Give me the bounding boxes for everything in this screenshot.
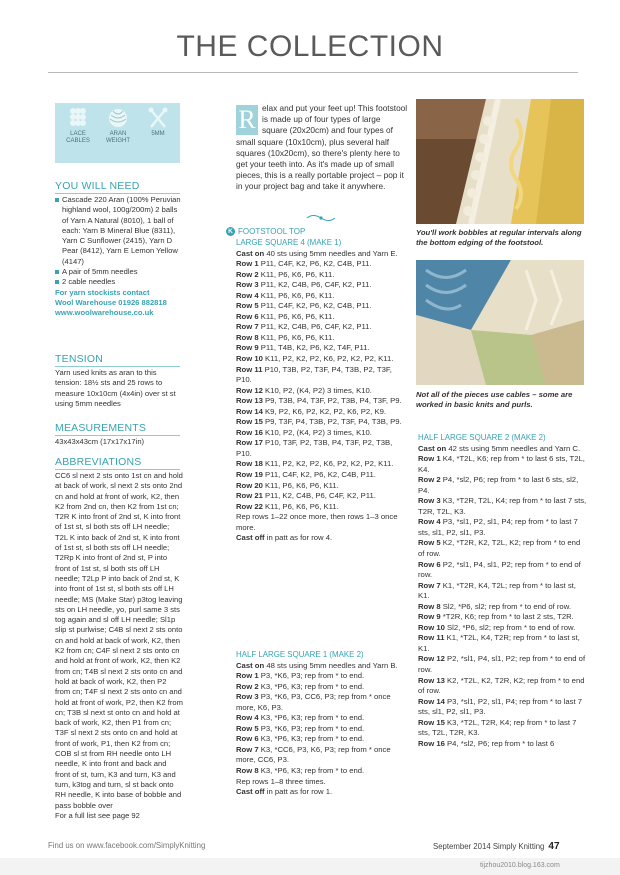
cast-on-text: 48 sts using 5mm needles and Yarn B.	[264, 660, 398, 670]
row-label: Row 5	[236, 301, 259, 311]
pattern-row	[418, 560, 588, 581]
swatch-label: LACE CABLES	[66, 131, 90, 144]
row-text: P11, C4F, K2, P6, K2, C4B, P11.	[258, 301, 372, 311]
row-text: K11, P6, K6, P6, K11.	[262, 480, 339, 490]
row-label: Row 15	[236, 417, 263, 427]
pattern-row	[418, 633, 588, 654]
row-label: Row 1	[236, 259, 259, 269]
row-label: Row 15	[418, 717, 445, 727]
pattern-row	[236, 745, 406, 766]
pattern-row	[236, 713, 406, 724]
materials-list	[55, 195, 183, 319]
row-text: Sl2, *P6, sl2; rep from * to end of row.	[440, 601, 571, 611]
cable-squares-photo	[416, 260, 584, 385]
title-divider	[48, 72, 578, 73]
swatch-needles	[138, 107, 178, 138]
pattern-row	[418, 538, 588, 559]
cast-on-text: 40 sts using 5mm needles and Yarn E.	[264, 248, 398, 258]
pattern-row	[418, 602, 588, 613]
half-large-square-1-section	[236, 650, 406, 798]
bobble-edging-photo	[416, 99, 584, 224]
cast-on-label: Cast on	[418, 443, 447, 453]
row-label: Row 2	[418, 475, 441, 485]
row-label: Row 8	[236, 766, 259, 776]
row-text: K3, *T2L, T2R, K4; rep from * to last 7 sts, T2L, T2R, K3.	[418, 717, 577, 738]
row-label: Row 22	[236, 501, 263, 511]
row-text: P11, C4F, K2, P6, K2, C4B, P11.	[258, 259, 372, 269]
pattern-row	[236, 491, 406, 502]
row-text: P3, *K6, P3; rep from * to end.	[258, 671, 365, 681]
footstool-heading-label: FOOTSTOOL TOP	[238, 227, 306, 236]
row-text: K11, P6, K6, P6, K11.	[258, 290, 335, 300]
abbreviations-text: CC6 sl next 2 sts onto 1st cn and hold at back of work, sl next 2 sts onto 2nd cn and hold at front of work, K2, then K2 from 2nd cn, then K2 from 1st cn; T2R K into front of 2nd st, K into front of 1st st, sl both sts off LH needle; T2L K into back of 2nd st, K into front of 1st st, sl both sts off LH needle; T2Rp K into front of 2nd st, P into front of 1st st, sl both sts off LH needle; T2Lp P into back of 2nd st, K into front of 1st st, sl both sts off LH needle; MS (Make Star) p3tog leaving sts on LH needle, yo, purl same 3 sts tog again and sl off LH needle; Sl1p slip st purlwise; C4B sl next 2 sts onto cn and hold at back of work, K2, then K2 from cn; C4F sl next 2 sts onto cn and hold at front of work, K2, then K2 from cn; T4B sl next 2 sts onto cn and hold at back of work, K2, then P2 from cn; T4F sl next 2 sts onto cn and hold at front of work, P2, then K2 from cn; T3B sl next st onto cn and hold at back of work, K2, then P1 from cn; T3F sl next 2 sts onto cn and hold at front of work, P1, then K2 from cn; COB sl st from RH needle onto LH needle, K into front and back and front of st, turn, K3 and turn, K3 and turn, k3tog and turn, sl st back onto RH needle, K into base of bobble and pass bobble over	[55, 471, 183, 810]
facebook-link[interactable]: Find us on www.facebook.com/SimplyKnitting	[48, 841, 206, 850]
row-text: K2, *T2L, K2, T2R, K2; rep from * to end of row.	[418, 675, 585, 696]
ornament-icon	[305, 210, 337, 220]
row-label: Row 4	[236, 290, 259, 300]
pattern-row	[236, 470, 406, 481]
pattern-row	[418, 676, 588, 697]
row-label: Row 1	[236, 671, 259, 681]
row-text: K2, *T2R, K2, T2L, K2; rep from * to end of row.	[418, 538, 581, 559]
row-text: P3, *sl1, P2, sl1, P4; rep from * to last 7 sts, sl1, P2, sl1, P3.	[418, 696, 583, 717]
row-text: K4, *T2L, K6; rep from * to last 6 sts, T2L, K4.	[418, 454, 585, 474]
swatch-label: 5MM	[151, 131, 165, 137]
pattern-row	[236, 692, 406, 713]
row-text: P10, T3F, P2, T3B, P4, T3F, P2, T3B, P10.	[236, 438, 393, 458]
abbreviations-block	[55, 471, 183, 821]
cast-on-line	[236, 249, 406, 260]
row-text: P11, K2, C4B, P6, C4F, K2, P11.	[258, 280, 372, 290]
pattern-row	[236, 396, 406, 407]
cast-on-label: Cast on	[236, 660, 265, 670]
row-label: Row 5	[418, 538, 441, 548]
needles-icon	[148, 107, 168, 129]
row-label: Row 7	[236, 744, 259, 754]
row-label: Row 9	[418, 612, 441, 622]
cast-on-label: Cast on	[236, 248, 265, 258]
pattern-row	[418, 581, 588, 602]
repeat-instruction: Rep rows 1–22 once more, then rows 1–3 once more.	[236, 512, 398, 532]
you-will-need-heading: YOU WILL NEED	[55, 180, 140, 192]
cast-off-label: Cast off	[236, 533, 265, 543]
row-label: Row 3	[236, 280, 259, 290]
row-text: P3, *sl1, P2, sl1, P4; rep from * to last 7 sts, sl1, P2, sl1, P3.	[418, 517, 578, 537]
repeat-instruction: Rep rows 1–8 three times.	[236, 776, 326, 786]
row-text: K3, *P6, K3; rep from * to end.	[258, 681, 365, 691]
row-text: *T2R, K6; rep from * to last 2 sts, T2R.	[440, 612, 574, 622]
row-label: Row 11	[418, 633, 445, 643]
row-list	[418, 454, 588, 749]
row-label: Row 11	[236, 364, 263, 374]
pattern-row	[236, 459, 406, 470]
abbreviations-see-also: For a full list see page 92	[55, 810, 140, 820]
pattern-row	[236, 682, 406, 693]
row-text: K9, P2, K6, P2, K2, P2, K6, P2, K9.	[262, 406, 386, 416]
swatch-aran-weight	[98, 107, 138, 145]
row-label: Row 13	[418, 675, 445, 685]
row-text: P9, T3B, P4, T3F, P2, T3B, P4, T3F, P9.	[262, 396, 402, 406]
issue-name: September 2014 Simply Knitting	[433, 842, 545, 851]
row-text: P11, C4F, K2, P6, K2, C4B, P11.	[262, 470, 376, 480]
pattern-row	[236, 270, 406, 281]
row-label: Row 12	[418, 654, 445, 664]
row-label: Row 7	[236, 322, 259, 332]
row-label: Row 2	[236, 681, 259, 691]
pattern-row	[418, 654, 588, 675]
row-text: P3, *K6, P3, CC6, P3; rep from * once more, K6, P3.	[236, 692, 391, 712]
row-label: Row 3	[236, 692, 259, 702]
half-large-square-1-heading: HALF LARGE SQUARE 1 (MAKE 2)	[236, 650, 364, 659]
pattern-row	[236, 322, 406, 333]
measurements-heading: MEASUREMENTS	[55, 422, 147, 434]
row-text: K3, *P6, K3; rep from * to end.	[258, 766, 365, 776]
issue-footer	[433, 841, 560, 852]
cast-off-text: in patt as for row 1.	[264, 787, 333, 797]
row-label: Row 13	[236, 396, 263, 406]
row-text: K11, P6, K6, P6, K11.	[258, 269, 335, 279]
large-square-4-heading: LARGE SQUARE 4 (MAKE 1)	[236, 238, 342, 247]
row-label: Row 3	[418, 496, 441, 506]
cast-off-line	[236, 533, 406, 544]
pattern-row	[236, 386, 406, 397]
footstool-top-heading	[226, 227, 406, 236]
cast-on-line	[418, 444, 588, 455]
row-text: K10, P2, (K4, P2) 3 times, K10.	[262, 427, 372, 437]
pattern-row	[418, 517, 588, 538]
row-text: K1, *T2R, K4, T2L; rep from * to last st, K1.	[418, 580, 576, 601]
pattern-row	[236, 259, 406, 270]
row-label: Row 7	[418, 580, 441, 590]
pattern-row	[236, 343, 406, 354]
abbreviations-heading: ABBREVIATIONS	[55, 456, 142, 468]
row-list	[236, 671, 406, 776]
pattern-row	[236, 417, 406, 428]
pattern-row	[236, 365, 406, 386]
pattern-row	[236, 766, 406, 777]
materials-item: A pair of 5mm needles	[55, 267, 183, 277]
cast-off-line	[236, 787, 406, 798]
pattern-row	[236, 280, 406, 291]
section-divider	[55, 193, 180, 194]
cast-off-text: in patt as for row 4.	[264, 533, 333, 543]
row-label: Row 14	[236, 406, 263, 416]
swatch-lace-cables	[58, 107, 98, 145]
pattern-row	[236, 333, 406, 344]
row-label: Row 20	[236, 480, 263, 490]
pattern-row	[236, 671, 406, 682]
cast-off-label: Cast off	[236, 787, 265, 797]
row-label: Row 6	[418, 559, 441, 569]
row-text: P11, K2, C4B, P6, C4F, K2, P11.	[262, 491, 376, 501]
row-label: Row 8	[418, 601, 441, 611]
pattern-row	[418, 496, 588, 517]
row-text: K11, P2, K2, P2, K6, P2, K2, P2, K11.	[262, 459, 394, 469]
row-text: K11, P6, K6, P6, K11.	[258, 332, 335, 342]
row-label: Row 21	[236, 491, 263, 501]
knit-badge-icon: K	[226, 227, 235, 236]
pattern-row	[418, 612, 588, 623]
row-text: K3, *P6, K3; rep from * to end.	[258, 713, 365, 723]
supplier-url[interactable]: www.woolwarehouse.co.uk	[55, 308, 154, 318]
row-label: Row 1	[418, 454, 441, 464]
pattern-row	[418, 718, 588, 739]
intro-text: elax and put your feet up! This footstool is made up of four types of large square (20x20cm) and four types of small square (10x10cm), plus several half squares (10x20cm), so there's plenty here to get your teeth into. As it's made up of small pieces, this is a really portable project – pop it in your project bag and take it anywhere.	[236, 103, 408, 192]
row-text: K3, *CC6, P3, K6, P3; rep from * once more, CC6, P3.	[236, 744, 391, 765]
photo-caption: Not all of the pieces use cables – some are worked in basic knits and purls.	[416, 390, 573, 410]
row-text: K3, *P6, K3; rep from * to end.	[258, 734, 365, 744]
row-label: Row 16	[236, 427, 263, 437]
row-text: P2, *sl1, P4, sl1, P2; rep from * to end of row.	[418, 559, 581, 580]
page-number: 47	[548, 841, 560, 852]
row-text: K11, P6, K6, P6, K11.	[262, 501, 339, 511]
intro-paragraph	[236, 103, 408, 193]
row-text: K3, *T2R, T2L, K4; rep from * to last 7 sts, T2R, T2L, K3.	[418, 496, 587, 516]
row-label: Row 18	[236, 459, 263, 469]
pattern-info-box	[55, 103, 180, 163]
pattern-row	[236, 312, 406, 323]
pattern-row	[236, 291, 406, 302]
swatch-label: ARAN WEIGHT	[106, 131, 130, 144]
row-label: Row 6	[236, 734, 259, 744]
row-label: Row 19	[236, 470, 263, 480]
supplier-name: Wool Warehouse 01926 882818	[55, 297, 167, 307]
row-label: Row 6	[236, 311, 259, 321]
drop-cap: R	[236, 105, 258, 135]
pattern-row	[236, 438, 406, 459]
half-large-square-2-heading: HALF LARGE SQUARE 2 (MAKE 2)	[418, 433, 546, 442]
photo-caption: You'll work bobbles at regular intervals along the bottom edging of the footstool.	[416, 228, 582, 248]
row-text: P10, T3B, P2, T3F, P4, T3B, P2, T3F, P10.	[236, 364, 392, 385]
materials-item: 2 cable needles	[55, 277, 183, 287]
pattern-row	[236, 354, 406, 365]
row-text: P4, *sl2, P6; rep from * to last 6	[444, 738, 555, 748]
aran-weight-icon	[108, 107, 128, 129]
section-divider	[55, 435, 180, 436]
supplier-intro: For yarn stockists contact	[55, 287, 150, 297]
page-title: THE COLLECTION	[176, 30, 444, 63]
pattern-row	[236, 734, 406, 745]
pattern-row	[236, 407, 406, 418]
row-list	[236, 259, 406, 512]
measurements-text: 43x43x43cm (17x17x17in)	[55, 437, 145, 446]
pattern-row	[418, 475, 588, 496]
row-text: P11, T4B, K2, P6, K2, T4F, P11.	[258, 343, 370, 353]
tension-heading: TENSION	[55, 353, 104, 365]
pattern-row	[236, 428, 406, 439]
pattern-row	[418, 623, 588, 634]
pattern-row	[236, 502, 406, 513]
row-label: Row 16	[418, 738, 445, 748]
row-text: P2, *sl1, P4, sl1, P2; rep from * to end of row.	[418, 654, 586, 675]
row-text: P4, *sl2, P6; rep from * to last 6 sts, sl2, P4.	[418, 475, 579, 495]
row-label: Row 10	[236, 354, 263, 364]
cast-on-line	[236, 661, 406, 672]
half-large-square-2-section	[418, 433, 588, 749]
row-label: Row 14	[418, 696, 445, 706]
pattern-row	[236, 724, 406, 735]
pattern-row	[236, 481, 406, 492]
tension-text: Yarn used knits as aran to this tension: 18½ sts and 25 rows to measure 10x10cm (4x4in) over st st using 5mm needles	[55, 368, 176, 408]
section-divider	[55, 366, 180, 367]
pattern-row	[418, 454, 588, 475]
row-label: Row 8	[236, 332, 259, 342]
row-text: P11, K2, C4B, P6, C4F, K2, P11.	[258, 322, 372, 332]
row-text: P3, *K6, P3; rep from * to end.	[258, 723, 365, 733]
row-label: Row 4	[236, 713, 259, 723]
row-text: K10, P2, (K4, P2) 3 times, K10.	[262, 385, 372, 395]
large-square-4-section	[236, 238, 406, 544]
row-text: P9, T3F, P4, T3B, P2, T3F, P4, T3B, P9.	[262, 417, 402, 427]
row-label: Row 10	[418, 622, 445, 632]
row-label: Row 9	[236, 343, 259, 353]
lace-cables-icon	[68, 107, 88, 129]
pattern-row	[236, 301, 406, 312]
row-text: K11, P2, K2, P2, K6, P2, K2, P2, K11.	[262, 354, 394, 364]
watermark: tijzhou2010.blog.163.com	[480, 862, 560, 869]
section-divider	[55, 469, 180, 470]
row-text: K1, *T2L, K4, T2R; rep from * to last st, K1.	[418, 633, 580, 653]
row-label: Row 5	[236, 723, 259, 733]
row-label: Row 4	[418, 517, 441, 527]
row-label: Row 2	[236, 269, 259, 279]
materials-item: Cascade 220 Aran (100% Peruvian highland wool, 100g/200m) 2 balls of Yarn A Natural (8010), 1 ball of each: Yarn B Mineral Blue (8311), Yarn C Sunflower (2415), Yarn D Pear (8412), Yarn E Lemon Yellow (4147)	[55, 195, 183, 267]
row-text: K11, P6, K6, P6, K11.	[258, 311, 335, 321]
row-label: Row 12	[236, 385, 263, 395]
row-label: Row 17	[236, 438, 263, 448]
pattern-row	[418, 697, 588, 718]
cast-on-text: 42 sts using 5mm needles and Yarn C.	[446, 443, 581, 453]
pattern-row	[418, 739, 588, 750]
row-text: Sl2, *P6, sl2; rep from * to end of row.	[444, 622, 576, 632]
